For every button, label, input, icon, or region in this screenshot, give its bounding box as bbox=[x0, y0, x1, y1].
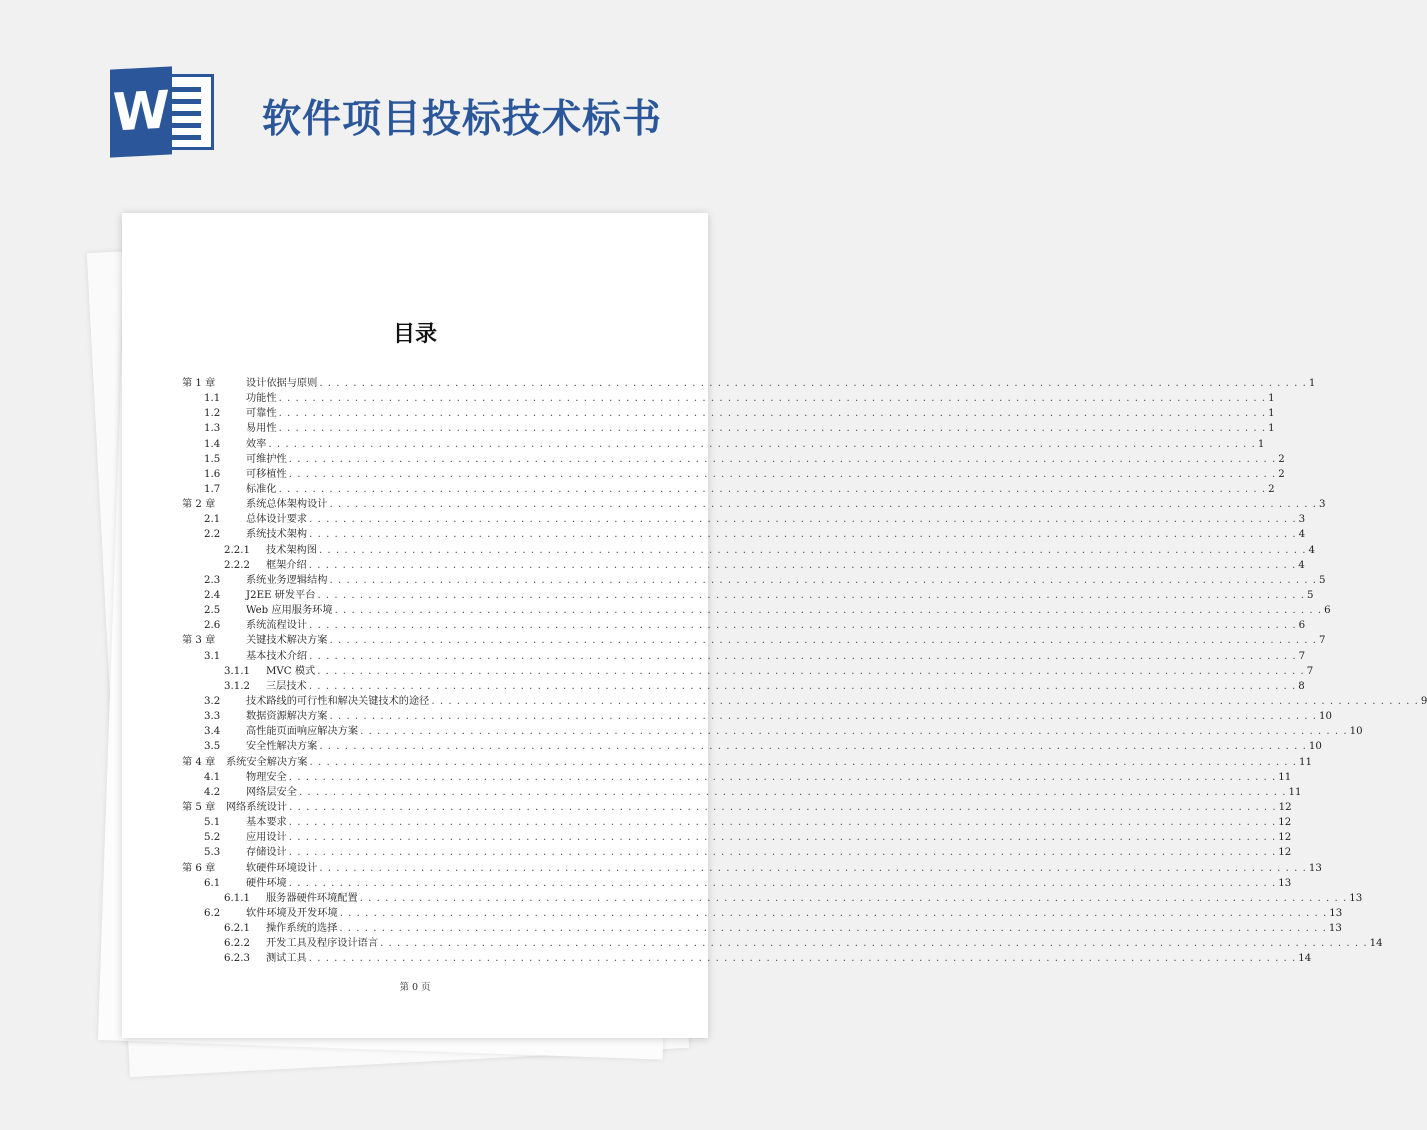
toc-entry-title: 开发工具及程序设计语言 bbox=[266, 938, 379, 950]
toc-entry[interactable] bbox=[182, 785, 1302, 800]
document-page bbox=[122, 213, 1427, 1038]
toc-entry[interactable] bbox=[182, 618, 1306, 633]
toc-entry[interactable] bbox=[182, 755, 1312, 770]
toc-entry-number: 2.6 bbox=[204, 620, 221, 632]
toc-dot-leader: . . . . . . . . . . . . . . . . . . . . . . . . . . . . . . . . . . . . . . . . . . . . . . . . . . . . . . . . . . . . . . . . . . . . . . . . . . . . . . . . . . . . . . . . . . . . . . . . . . . . . . . . . . . . . . . . . . . . . bbox=[289, 801, 1277, 813]
toc-entry[interactable] bbox=[182, 770, 1292, 785]
toc-entry-title: 技术架构图 bbox=[266, 544, 317, 556]
toc-dot-leader: . . . . . . . . . . . . . . . . . . . . . . . . . . . . . . . . . . . . . . . . . . . . . . . . . . . . . . . . . . . . . . . . . . . . . . . . . . . . . . . . . . . . . . . . . . . . . . . . . . . . . . . . . . . . . . . . . . . . . bbox=[309, 529, 1297, 541]
toc-entry[interactable] bbox=[182, 437, 1265, 452]
toc-entry-number: 6.1.1 bbox=[224, 892, 250, 904]
toc-dot-leader: . . . . . . . . . . . . . . . . . . . . . . . . . . . . . . . . . . . . . . . . . . . . . . . . . . . . . . . . . . . . . . . . . . . . . . . . . . . . . . . . . . . . . . . . . . . . . . . . . . . . . . . . . . . . . . . . . . . . . bbox=[309, 514, 1297, 526]
toc-entry-page: 1 bbox=[1268, 408, 1275, 420]
toc-entry-page: 11 bbox=[1288, 786, 1302, 798]
toc-dot-leader: . . . . . . . . . . . . . . . . . . . . . . . . . . . . . . . . . . . . . . . . . . . . . . . . . . . . . . . . . . . . . . . . . . . . . . . . . . . . . . . . . . . . . . . . . . . . . . . . . . . . . . . . . . . . . . . . . . . . . bbox=[380, 938, 1368, 950]
toc-entry-number: 3.1 bbox=[204, 650, 221, 662]
toc-entry[interactable] bbox=[182, 588, 1314, 603]
toc-dot-leader: . . . . . . . . . . . . . . . . . . . . . . . . . . . . . . . . . . . . . . . . . . . . . . . . . . . . . . . . . . . . . . . . . . . . . . . . . . . . . . . . . . . . . . . . . . . . . . . . . . . . . . . . . . . . . . . . . . . . . bbox=[288, 847, 1277, 859]
banner-title: 软件项目投标技术标书 bbox=[262, 97, 663, 142]
page-number-footer: 第 0 页 bbox=[399, 982, 431, 993]
toc-dot-leader: . . . . . . . . . . . . . . . . . . . . . . . . . . . . . . . . . . . . . . . . . . . . . . . . . . . . . . . . . . . . . . . . . . . . . . . . . . . . . . . . . . . . . . . . . . . . . . . . . . . . . . . . . . . . . . . . . . . . . bbox=[334, 605, 1323, 617]
toc-dot-leader: . . . . . . . . . . . . . . . . . . . . . . . . . . . . . . . . . . . . . . . . . . . . . . . . . . . . . . . . . . . . . . . . . . . . . . . . . . . . . . . . . . . . . . . . . . . . . . . . . . . . . . . . . . . . . . . . . . . . . bbox=[288, 832, 1277, 844]
toc-entry-title: 操作系统的选择 bbox=[266, 923, 338, 935]
toc-entry-number: 1.1 bbox=[204, 393, 221, 405]
toc-entry[interactable] bbox=[182, 467, 1285, 482]
toc-entry-page: 2 bbox=[1278, 468, 1285, 480]
toc-dot-leader: . . . . . . . . . . . . . . . . . . . . . . . . . . . . . . . . . . . . . . . . . . . . . . . . . . . . . . . . . . . . . . . . . . . . . . . . . . . . . . . . . . . . . . . . . . . . . . . . . . . . . . . . . . . . . . . . . . . . . bbox=[288, 771, 1277, 783]
toc-entry-number: 2.5 bbox=[204, 605, 221, 617]
toc-entry-number: 4.1 bbox=[204, 771, 221, 783]
toc-dot-leader: . . . . . . . . . . . . . . . . . . . . . . . . . . . . . . . . . . . . . . . . . . . . . . . . . . . . . . . . . . . . . . . . . . . . . . . . . . . . . . . . . . . . . . . . . . . . . . . . . . . . . . . . . . . . . . . . . . . . . bbox=[288, 453, 1277, 465]
toc-entry-title: 存储设计 bbox=[246, 847, 287, 859]
toc-entry-number: 第 2 章 bbox=[182, 499, 216, 511]
toc-entry-number: 1.5 bbox=[204, 453, 221, 465]
toc-dot-leader: . . . . . . . . . . . . . . . . . . . . . . . . . . . . . . . . . . . . . . . . . . . . . . . . . . . . . . . . . . . . . . . . . . . . . . . . . . . . . . . . . . . . . . . . . . . . . . . . . . . . . . . . . . . . . . . . . . . . . bbox=[329, 635, 1318, 647]
toc-entry-number: 第 1 章 bbox=[182, 378, 216, 389]
toc-entry-page: 3 bbox=[1319, 499, 1326, 511]
toc-entry-page: 3 bbox=[1298, 514, 1306, 526]
toc-entry-number: 2.1 bbox=[204, 514, 221, 526]
toc-entry-title: J2EE 研发平台 bbox=[246, 589, 316, 601]
toc-entry-title: 三层技术 bbox=[266, 680, 307, 692]
toc-entry-page: 13 bbox=[1328, 923, 1342, 935]
toc-entry[interactable] bbox=[182, 406, 1275, 421]
toc-entry[interactable] bbox=[182, 830, 1292, 845]
toc-dot-leader: . . . . . . . . . . . . . . . . . . . . . . . . . . . . . . . . . . . . . . . . . . . . . . . . . . . . . . . . . . . . . . . . . . . . . . . . . . . . . . . . . . . . . . . . . . . . . . . . . . . . . . . . . . . . . . . . . . . . . bbox=[318, 544, 1307, 556]
toc-entry[interactable] bbox=[182, 876, 1292, 891]
toc-entry-page: 10 bbox=[1308, 741, 1322, 753]
toc-entry-page: 8 bbox=[1298, 680, 1305, 692]
toc-entry-page: 7 bbox=[1319, 635, 1326, 647]
toc-dot-leader: . . . . . . . . . . . . . . . . . . . . . . . . . . . . . . . . . . . . . . . . . . . . . . . . . . . . . . . . . . . . . . . . . . . . . . . . . . . . . . . . . . . . . . . . . . . . . . . . . . . . . . . . . . . . . . . . . . . . . bbox=[339, 907, 1328, 919]
toc-entry-number: 2.2 bbox=[204, 529, 221, 541]
table-of-contents bbox=[182, 376, 1427, 966]
toc-entry[interactable] bbox=[182, 603, 1331, 618]
toc-entry[interactable] bbox=[182, 452, 1285, 467]
toc-entry-number: 2.3 bbox=[204, 574, 221, 586]
toc-entry[interactable] bbox=[182, 936, 1383, 951]
toc-entry-number: 3.5 bbox=[204, 741, 221, 753]
toc-dot-leader: . . . . . . . . . . . . . . . . . . . . . . . . . . . . . . . . . . . . . . . . . . . . . . . . . . . . . . . . . . . . . . . . . . . . . . . . . . . . . . . . . . . . . . . . . . . . . . . . . . . . . . . . . . . . . . . . . . . . . bbox=[360, 726, 1348, 738]
toc-entry-number: 3.4 bbox=[204, 726, 221, 738]
toc-entry-number: 6.2 bbox=[204, 907, 221, 919]
toc-dot-leader: . . . . . . . . . . . . . . . . . . . . . . . . . . . . . . . . . . . . . . . . . . . . . . . . . . . . . . . . . . . . . . . . . . . . . . . . . . . . . . . . . . . . . . . . . . . . . . . . . . . . . . . . . . . . . . . . . . . . . bbox=[278, 393, 1267, 405]
toc-entry[interactable] bbox=[182, 376, 1316, 391]
toc-entry-title: 服务器硬件环境配置 bbox=[266, 892, 358, 904]
toc-entry-page: 14 bbox=[1369, 938, 1383, 950]
toc-entry-title: 标准化 bbox=[246, 483, 277, 495]
toc-entry[interactable] bbox=[182, 724, 1363, 739]
toc-entry-page: 6 bbox=[1324, 605, 1331, 617]
toc-entry-number: 5.1 bbox=[204, 817, 221, 829]
toc-entry-number: 1.4 bbox=[204, 438, 221, 450]
toc-entry[interactable] bbox=[182, 512, 1306, 527]
toc-entry-number: 2.2.2 bbox=[224, 559, 250, 571]
toc-entry[interactable] bbox=[182, 558, 1305, 573]
toc-entry[interactable] bbox=[182, 800, 1292, 815]
toc-dot-leader: . . . . . . . . . . . . . . . . . . . . . . . . . . . . . . . . . . . . . . . . . . . . . . . . . . . . . . . . . . . . . . . . . . . . . . . . . . . . . . . . . . . . . . . . . . . . . . . . . . . . . . . . . . . . . . . . . . . . . bbox=[288, 877, 1277, 889]
toc-entry-number: 4.2 bbox=[204, 786, 221, 798]
toc-dot-leader: . . . . . . . . . . . . . . . . . . . . . . . . . . . . . . . . . . . . . . . . . . . . . . . . . . . . . . . . . . . . . . . . . . . . . . . . . . . . . . . . . . . . . . . . . . . . . . . . . . . . . . . . . . . . . . . . . . . . . bbox=[268, 438, 1256, 450]
toc-entry[interactable] bbox=[182, 815, 1292, 830]
toc-entry-title: 设计依据与原则 bbox=[246, 378, 318, 389]
toc-entry[interactable] bbox=[182, 921, 1342, 936]
toc-entry-page: 12 bbox=[1278, 801, 1292, 813]
toc-entry-title: 可维护性 bbox=[246, 453, 287, 465]
toc-entry-title: 物理安全 bbox=[246, 771, 287, 783]
toc-entry-title: 框架介绍 bbox=[266, 559, 307, 571]
toc-entry-title: 易用性 bbox=[246, 423, 277, 435]
toc-entry-title: 安全性解决方案 bbox=[246, 741, 318, 753]
toc-dot-leader: . . . . . . . . . . . . . . . . . . . . . . . . . . . . . . . . . . . . . . . . . . . . . . . . . . . . . . . . . . . . . . . . . . . . . . . . . . . . . . . . . . . . . . . . . . . . . . . . . . . . . . . . . . . . . . . . . . . . . bbox=[278, 423, 1267, 435]
toc-dot-leader: . . . . . . . . . . . . . . . . . . . . . . . . . . . . . . . . . . . . . . . . . . . . . . . . . . . . . . . . . . . . . . . . . . . . . . . . . . . . . . . . . . . . . . . . . . . . . . . . . . . . . . . . . . . . . . . . . . . . . bbox=[309, 756, 1298, 768]
toc-entry-number: 第 3 章 bbox=[182, 635, 216, 647]
toc-entry-title: 网络层安全 bbox=[246, 786, 297, 798]
toc-entry[interactable] bbox=[182, 739, 1322, 754]
toc-dot-leader: . . . . . . . . . . . . . . . . . . . . . . . . . . . . . . . . . . . . . . . . . . . . . . . . . . . . . . . . . . . . . . . . . . . . . . . . . . . . . . . . . . . . . . . . . . . . . . . . . . . . . . . . . . . . . . . . . . . . . bbox=[431, 695, 1419, 707]
banner bbox=[0, 0, 800, 200]
toc-entry-page: 5 bbox=[1319, 574, 1326, 586]
toc-entry-title: 软硬件环境设计 bbox=[246, 862, 318, 874]
toc-entry-number: 2.2.1 bbox=[224, 544, 250, 556]
toc-dot-leader: . . . . . . . . . . . . . . . . . . . . . . . . . . . . . . . . . . . . . . . . . . . . . . . . . . . . . . . . . . . . . . . . . . . . . . . . . . . . . . . . . . . . . . . . . . . . . . . . . . . . . . . . . . . . . . . . . . . . . bbox=[288, 817, 1277, 829]
toc-entry-page: 4 bbox=[1298, 529, 1306, 541]
toc-entry-title: 系统安全解决方案 bbox=[226, 756, 308, 768]
toc-entry-number: 3.1.1 bbox=[224, 665, 250, 677]
toc-entry-title: MVC 模式 bbox=[266, 665, 316, 677]
toc-entry[interactable] bbox=[182, 391, 1275, 406]
toc-entry-number: 6.2.1 bbox=[224, 923, 250, 935]
toc-entry-title: 系统总体架构设计 bbox=[246, 499, 328, 511]
toc-title: 目录 bbox=[392, 322, 437, 347]
toc-dot-leader: . . . . . . . . . . . . . . . . . . . . . . . . . . . . . . . . . . . . . . . . . . . . . . . . . . . . . . . . . . . . . . . . . . . . . . . . . . . . . . . . . . . . . . . . . . . . . . . . . . . . . . . . . . . . . . . . . . . . . bbox=[278, 408, 1267, 420]
toc-entry[interactable] bbox=[182, 861, 1322, 876]
toc-entry[interactable] bbox=[182, 573, 1326, 588]
toc-dot-leader: . . . . . . . . . . . . . . . . . . . . . . . . . . . . . . . . . . . . . . . . . . . . . . . . . . . . . . . . . . . . . . . . . . . . . . . . . . . . . . . . . . . . . . . . . . . . . . . . . . . . . . . . . . . . . . . . . . . . . bbox=[329, 574, 1318, 586]
word-icon-letter: W bbox=[110, 66, 172, 157]
toc-entry-page: 13 bbox=[1278, 877, 1292, 889]
toc-entry[interactable] bbox=[182, 951, 1312, 966]
toc-entry-title: 基本技术介绍 bbox=[246, 650, 308, 662]
toc-entry-title: 系统流程设计 bbox=[246, 620, 308, 632]
toc-entry-number: 5.2 bbox=[204, 832, 221, 844]
toc-entry[interactable] bbox=[182, 421, 1275, 436]
toc-entry-title: 基本要求 bbox=[246, 817, 287, 829]
toc-entry[interactable] bbox=[182, 482, 1275, 497]
toc-entry-page: 10 bbox=[1319, 711, 1332, 723]
toc-entry-title: 高性能页面响应解决方案 bbox=[246, 726, 359, 738]
toc-entry-page: 13 bbox=[1329, 907, 1343, 919]
toc-dot-leader: . . . . . . . . . . . . . . . . . . . . . . . . . . . . . . . . . . . . . . . . . . . . . . . . . . . . . . . . . . . . . . . . . . . . . . . . . . . . . . . . . . . . . . . . . . . . . . . . . . . . . . . . . . . . . . . . . . . . . bbox=[329, 711, 1318, 723]
toc-entry-title: 测试工具 bbox=[266, 953, 307, 965]
toc-entry-page: 5 bbox=[1306, 589, 1314, 601]
toc-entry-number: 1.6 bbox=[204, 468, 221, 480]
toc-entry[interactable] bbox=[182, 679, 1305, 694]
toc-entry-number: 第 4 章 bbox=[182, 756, 216, 768]
toc-dot-leader: . . . . . . . . . . . . . . . . . . . . . . . . . . . . . . . . . . . . . . . . . . . . . . . . . . . . . . . . . . . . . . . . . . . . . . . . . . . . . . . . . . . . . . . . . . . . . . . . . . . . . . . . . . . . . . . . . . . . . bbox=[317, 589, 1305, 601]
toc-dot-leader: . . . . . . . . . . . . . . . . . . . . . . . . . . . . . . . . . . . . . . . . . . . . . . . . . . . . . . . . . . . . . . . . . . . . . . . . . . . . . . . . . . . . . . . . . . . . . . . . . . . . . . . . . . . . . . . . . . . . . bbox=[309, 650, 1297, 662]
toc-entry[interactable] bbox=[182, 664, 1314, 679]
toc-entry-number: 6.1 bbox=[204, 877, 221, 889]
toc-entry[interactable] bbox=[182, 543, 1315, 558]
toc-entry-page: 2 bbox=[1268, 483, 1275, 495]
toc-entry-title: 可移植性 bbox=[246, 468, 287, 480]
toc-entry-number: 3.2 bbox=[204, 695, 221, 707]
toc-entry-number: 2.4 bbox=[204, 589, 221, 601]
toc-entry-number: 6.2.2 bbox=[224, 938, 250, 950]
toc-dot-leader: . . . . . . . . . . . . . . . . . . . . . . . . . . . . . . . . . . . . . . . . . . . . . . . . . . . . . . . . . . . . . . . . . . . . . . . . . . . . . . . . . . . . . . . . . . . . . . . . . . . . . . . . . . . . . . . . . . . . . bbox=[329, 499, 1318, 511]
toc-entry-page: 11 bbox=[1278, 771, 1292, 783]
toc-dot-leader: . . . . . . . . . . . . . . . . . . . . . . . . . . . . . . . . . . . . . . . . . . . . . . . . . . . . . . . . . . . . . . . . . . . . . . . . . . . . . . . . . . . . . . . . . . . . . . . . . . . . . . . . . . . . . . . . . . . . . bbox=[319, 862, 1307, 874]
toc-entry-page: 1 bbox=[1257, 438, 1265, 450]
toc-dot-leader: . . . . . . . . . . . . . . . . . . . . . . . . . . . . . . . . . . . . . . . . . . . . . . . . . . . . . . . . . . . . . . . . . . . . . . . . . . . . . . . . . . . . . . . . . . . . . . . . . . . . . . . . . . . . . . . . . . . . . bbox=[317, 665, 1305, 677]
toc-dot-leader: . . . . . . . . . . . . . . . . . . . . . . . . . . . . . . . . . . . . . . . . . . . . . . . . . . . . . . . . . . . . . . . . . . . . . . . . . . . . . . . . . . . . . . . . . . . . . . . . . . . . . . . . . . . . . . . . . . . . . bbox=[278, 483, 1267, 495]
toc-entry-number: 5.3 bbox=[204, 847, 221, 859]
toc-entry-number: 第 6 章 bbox=[182, 862, 216, 874]
toc-entry-number: 1.3 bbox=[204, 423, 221, 435]
toc-entry[interactable] bbox=[182, 497, 1326, 512]
toc-entry[interactable] bbox=[182, 845, 1292, 860]
toc-entry-title: Web 应用服务环境 bbox=[246, 605, 333, 617]
toc-entry-page: 2 bbox=[1278, 453, 1285, 465]
toc-entry-title: 总体设计要求 bbox=[246, 514, 308, 526]
toc-entry-page: 4 bbox=[1308, 544, 1315, 556]
toc-entry-title: 可靠性 bbox=[246, 408, 277, 420]
toc-entry-page: 9 bbox=[1420, 695, 1427, 707]
toc-entry-page: 7 bbox=[1298, 650, 1306, 662]
toc-dot-leader: . . . . . . . . . . . . . . . . . . . . . . . . . . . . . . . . . . . . . . . . . . . . . . . . . . . . . . . . . . . . . . . . . . . . . . . . . . . . . . . . . . . . . . . . . . . . . . . . . . . . . . . . . . . . . . . . . . . . . bbox=[298, 786, 1287, 798]
toc-entry-title: 效率 bbox=[246, 438, 267, 450]
toc-entry-page: 12 bbox=[1278, 832, 1292, 844]
toc-entry-title: 系统业务逻辑结构 bbox=[246, 574, 328, 586]
toc-entry-page: 4 bbox=[1298, 559, 1305, 571]
toc-dot-leader: . . . . . . . . . . . . . . . . . . . . . . . . . . . . . . . . . . . . . . . . . . . . . . . . . . . . . . . . . . . . . . . . . . . . . . . . . . . . . . . . . . . . . . . . . . . . . . . . . . . . . . . . . . . . . . . . . . . . . bbox=[308, 559, 1297, 571]
toc-entry-number: 3.3 bbox=[204, 711, 221, 723]
toc-entry-title: 数据资源解决方案 bbox=[246, 711, 328, 723]
toc-entry-title: 软件环境及开发环境 bbox=[246, 907, 338, 919]
toc-entry-page: 1 bbox=[1268, 393, 1275, 405]
toc-entry-number: 6.2.3 bbox=[224, 953, 250, 965]
toc-dot-leader: . . . . . . . . . . . . . . . . . . . . . . . . . . . . . . . . . . . . . . . . . . . . . . . . . . . . . . . . . . . . . . . . . . . . . . . . . . . . . . . . . . . . . . . . . . . . . . . . . . . . . . . . . . . . . . . . . . . . . bbox=[339, 923, 1327, 935]
toc-entry[interactable] bbox=[182, 694, 1427, 709]
toc-entry[interactable] bbox=[182, 633, 1326, 648]
toc-entry-number: 1.2 bbox=[204, 408, 221, 420]
toc-dot-leader: . . . . . . . . . . . . . . . . . . . . . . . . . . . . . . . . . . . . . . . . . . . . . . . . . . . . . . . . . . . . . . . . . . . . . . . . . . . . . . . . . . . . . . . . . . . . . . . . . . . . . . . . . . . . . . . . . . . . . bbox=[308, 953, 1297, 965]
toc-entry-title: 应用设计 bbox=[246, 832, 287, 844]
toc-entry-page: 14 bbox=[1298, 953, 1312, 965]
toc-entry-title: 关键技术解决方案 bbox=[246, 635, 328, 647]
toc-dot-leader: . . . . . . . . . . . . . . . . . . . . . . . . . . . . . . . . . . . . . . . . . . . . . . . . . . . . . . . . . . . . . . . . . . . . . . . . . . . . . . . . . . . . . . . . . . . . . . . . . . . . . . . . . . . . . . . . . . . . . bbox=[309, 620, 1297, 632]
toc-entry-title: 技术路线的可行性和解决关键技术的途径 bbox=[246, 695, 430, 707]
toc-entry-page: 11 bbox=[1299, 756, 1312, 768]
toc-entry-page: 12 bbox=[1278, 847, 1292, 859]
toc-entry[interactable] bbox=[182, 906, 1343, 921]
toc-entry-title: 功能性 bbox=[246, 393, 277, 405]
word-icon bbox=[110, 68, 214, 156]
toc-entry-page: 6 bbox=[1298, 620, 1306, 632]
toc-dot-leader: . . . . . . . . . . . . . . . . . . . . . . . . . . . . . . . . . . . . . . . . . . . . . . . . . . . . . . . . . . . . . . . . . . . . . . . . . . . . . . . . . . . . . . . . . . . . . . . . . . . . . . . . . . . . . . . . . . . . . bbox=[319, 741, 1307, 753]
toc-entry-page: 13 bbox=[1349, 892, 1363, 904]
toc-entry-number: 1.7 bbox=[204, 483, 221, 495]
toc-dot-leader: . . . . . . . . . . . . . . . . . . . . . . . . . . . . . . . . . . . . . . . . . . . . . . . . . . . . . . . . . . . . . . . . . . . . . . . . . . . . . . . . . . . . . . . . . . . . . . . . . . . . . . . . . . . . . . . . . . . . . bbox=[308, 680, 1297, 692]
toc-entry[interactable] bbox=[182, 527, 1306, 542]
toc-entry-page: 7 bbox=[1306, 665, 1314, 677]
toc-dot-leader: . . . . . . . . . . . . . . . . . . . . . . . . . . . . . . . . . . . . . . . . . . . . . . . . . . . . . . . . . . . . . . . . . . . . . . . . . . . . . . . . . . . . . . . . . . . . . . . . . . . . . . . . . . . . . . . . . . . . . bbox=[319, 378, 1307, 389]
toc-dot-leader: . . . . . . . . . . . . . . . . . . . . . . . . . . . . . . . . . . . . . . . . . . . . . . . . . . . . . . . . . . . . . . . . . . . . . . . . . . . . . . . . . . . . . . . . . . . . . . . . . . . . . . . . . . . . . . . . . . . . . bbox=[288, 468, 1277, 480]
toc-entry[interactable] bbox=[182, 709, 1332, 724]
toc-entry-page: 13 bbox=[1308, 862, 1322, 874]
toc-entry-title: 硬件环境 bbox=[246, 877, 287, 889]
toc-entry-title: 网络系统设计 bbox=[226, 801, 288, 813]
toc-entry-page: 10 bbox=[1349, 726, 1363, 738]
toc-entry-number: 3.1.2 bbox=[224, 680, 250, 692]
toc-dot-leader: . . . . . . . . . . . . . . . . . . . . . . . . . . . . . . . . . . . . . . . . . . . . . . . . . . . . . . . . . . . . . . . . . . . . . . . . . . . . . . . . . . . . . . . . . . . . . . . . . . . . . . . . . . . . . . . . . . . . . bbox=[359, 892, 1348, 904]
toc-entry-page: 12 bbox=[1278, 817, 1292, 829]
toc-entry-page: 1 bbox=[1308, 378, 1316, 389]
toc-entry-number: 第 5 章 bbox=[182, 801, 216, 813]
toc-entry[interactable] bbox=[182, 649, 1306, 664]
toc-entry[interactable] bbox=[182, 891, 1363, 906]
toc-entry-title: 系统技术架构 bbox=[246, 529, 308, 541]
toc-entry-page: 1 bbox=[1268, 423, 1275, 435]
